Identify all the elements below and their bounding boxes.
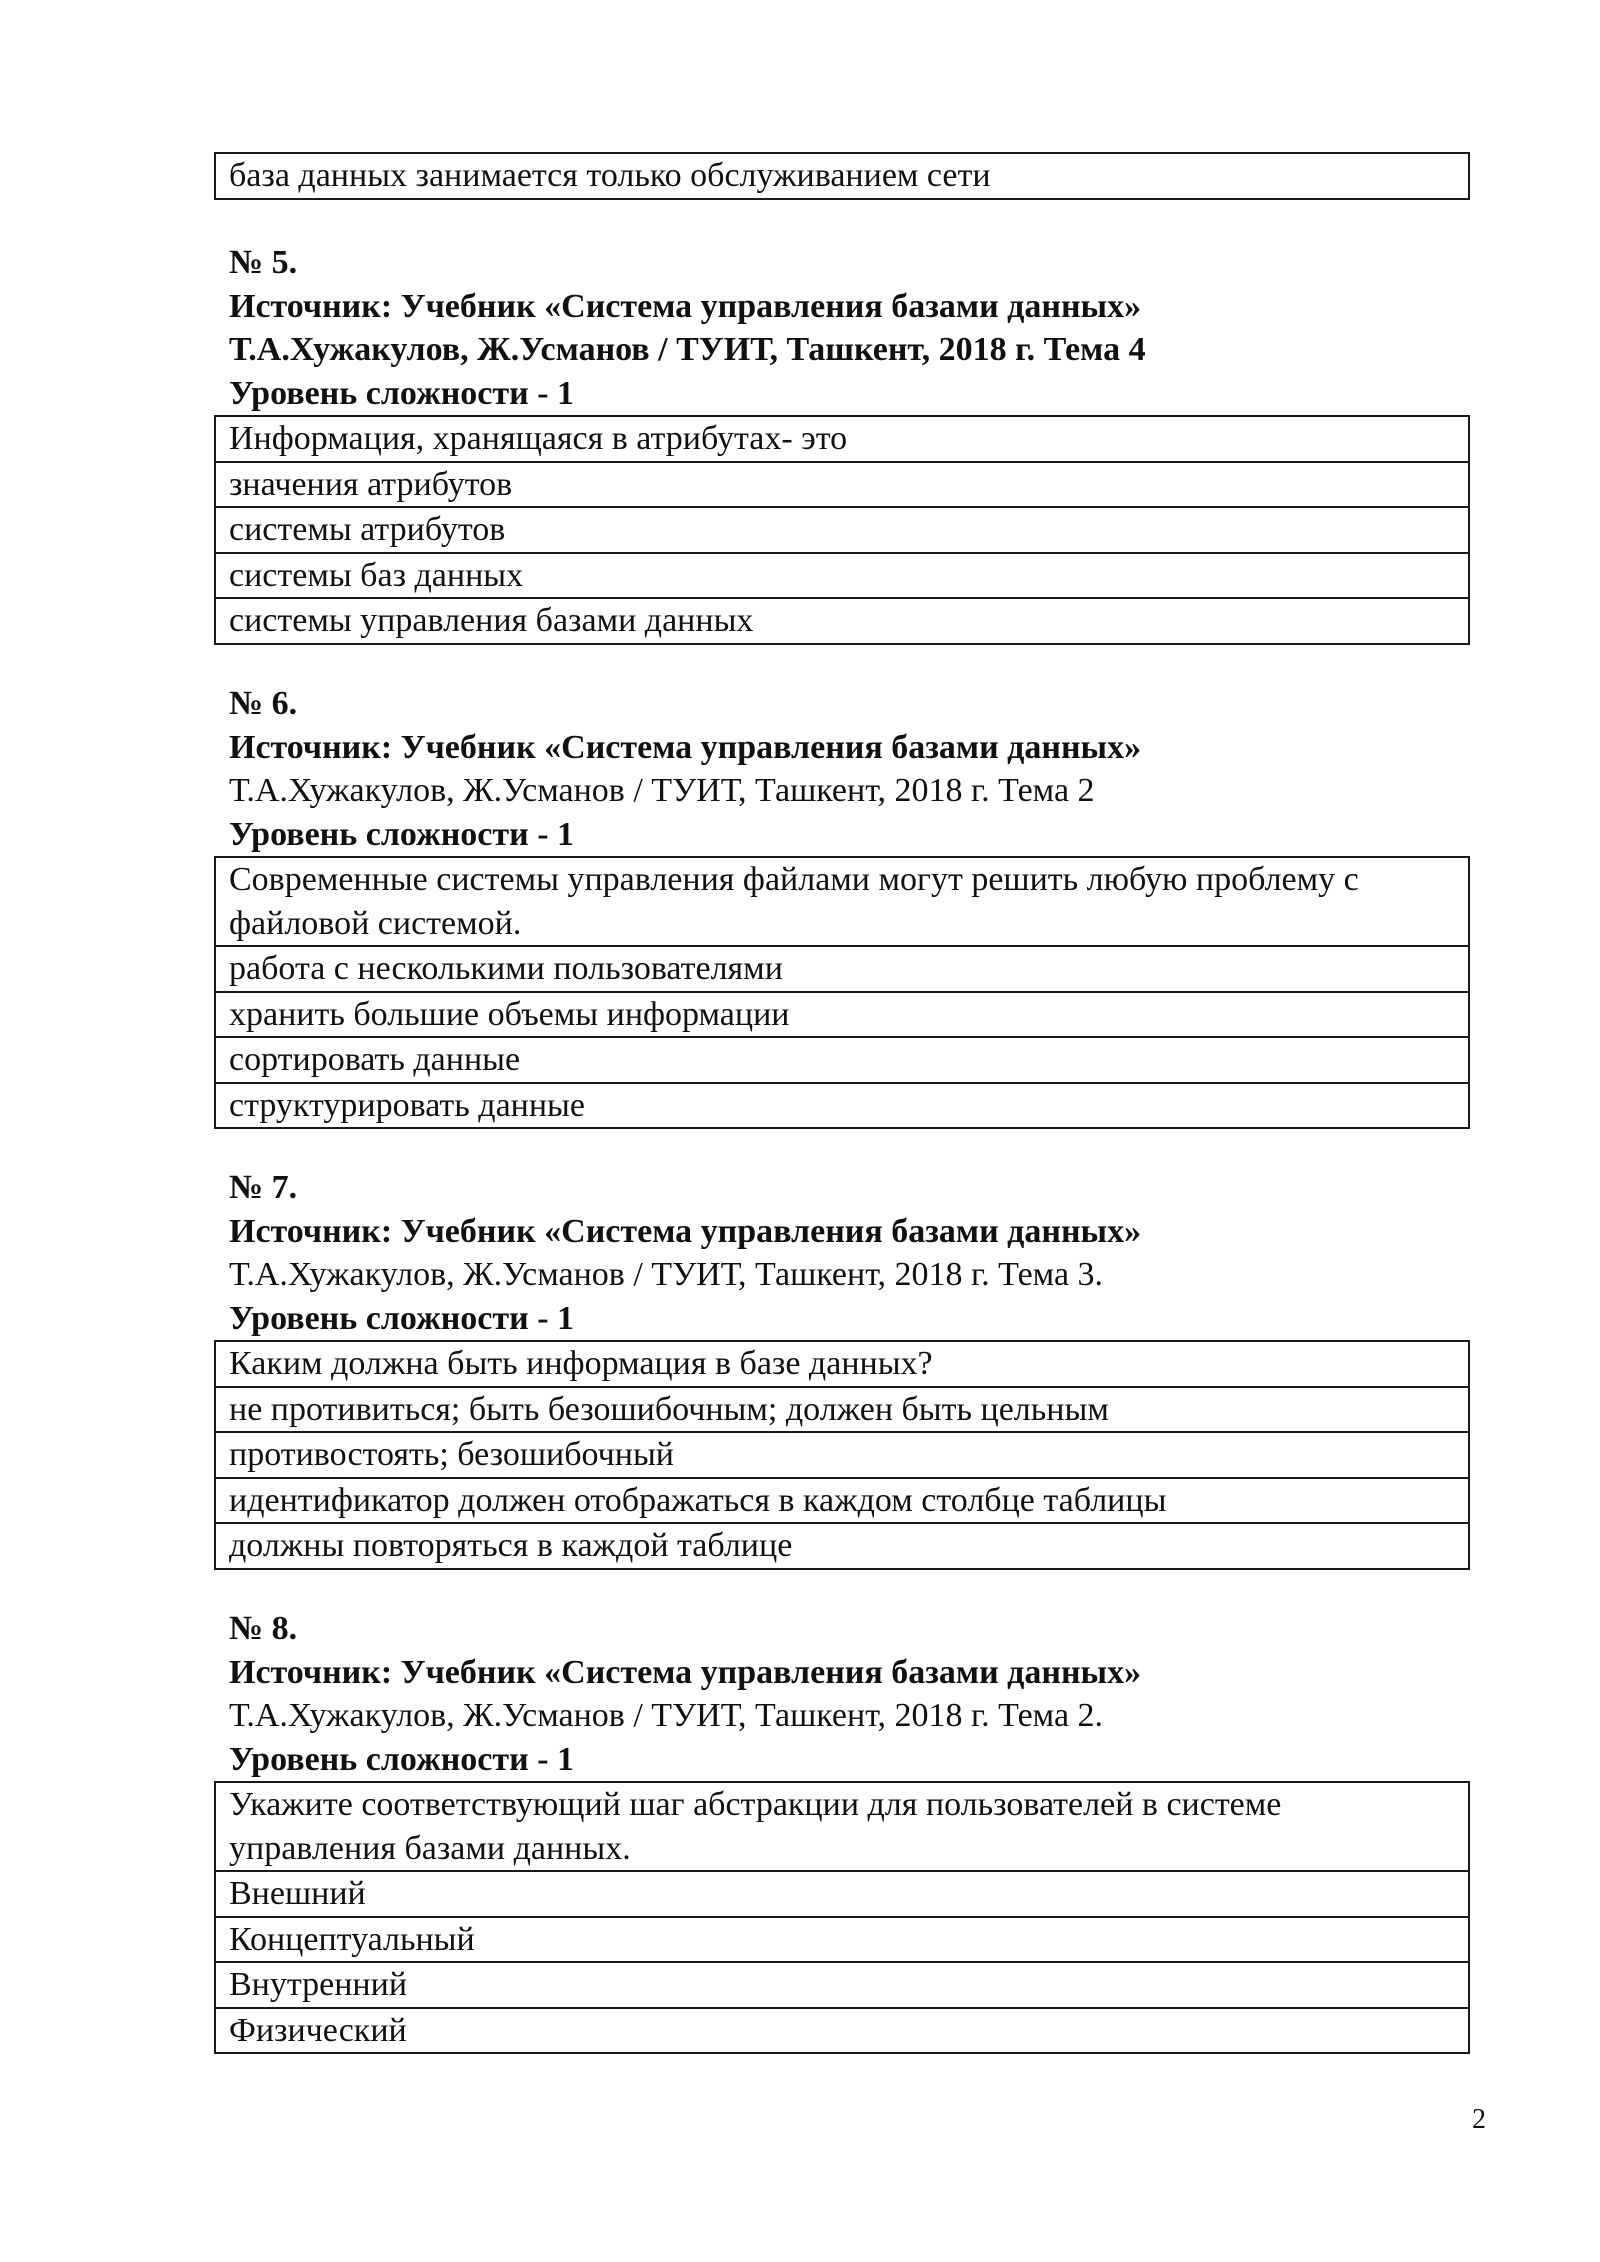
answer-row — [215, 1037, 1469, 1083]
answer-option: Внешний — [215, 1871, 1469, 1917]
question-block-8 — [214, 1607, 1470, 2054]
answer-row — [215, 2008, 1469, 2054]
answer-table — [214, 856, 1470, 1129]
answer-row — [215, 1387, 1469, 1433]
answer-row — [215, 1478, 1469, 1524]
question-row — [215, 1782, 1469, 1871]
answer-row — [215, 1962, 1469, 2008]
answer-option: работа с несколькими пользователями — [215, 946, 1469, 992]
question-number: № 7. — [229, 1169, 298, 1206]
answer-row — [215, 153, 1469, 199]
question-source: Источник: Учебник «Система управления базами данных» — [229, 1653, 1142, 1691]
question-row — [215, 416, 1469, 462]
question-difficulty: Уровень сложности - 1 — [229, 1299, 575, 1337]
answer-row — [215, 507, 1469, 553]
question-authors: Т.А.Хужакулов, Ж.Усманов / ТУИТ, Ташкент, 2018 г. Тема 2 — [229, 772, 1095, 809]
question-number: № 8. — [229, 1610, 298, 1647]
answer-table — [214, 1781, 1470, 2054]
question-source: Источник: Учебник «Система управления базами данных» — [229, 1212, 1142, 1250]
answer-option: Физический — [215, 2008, 1469, 2054]
question-block-5 — [214, 241, 1470, 645]
answer-option: системы атрибутов — [215, 507, 1469, 553]
answer-option: значения атрибутов — [215, 462, 1469, 508]
answer-option: Концептуальный — [215, 1917, 1469, 1963]
answer-option: Внутренний — [215, 1962, 1469, 2008]
answer-row — [215, 553, 1469, 599]
answer-row — [215, 1083, 1469, 1129]
answer-option: должны повторяться в каждой таблице — [215, 1523, 1469, 1569]
question-text: Укажите соответствующий шаг абстракции для пользователей в системе управления базами данных. — [215, 1782, 1469, 1871]
answer-option: не противиться; быть безошибочным; должен быть цельным — [215, 1387, 1469, 1433]
answer-option: хранить большие объемы информации — [215, 992, 1469, 1038]
question-block-7 — [214, 1166, 1470, 1570]
answer-option: идентификатор должен отображаться в каждом столбце таблицы — [215, 1478, 1469, 1524]
previous-question-fragment — [214, 152, 1470, 200]
answer-option: база данных занимается только обслуживанием сети — [215, 153, 1469, 199]
answer-row — [215, 1432, 1469, 1478]
answer-table — [214, 1340, 1470, 1570]
answer-option: сортировать данные — [215, 1037, 1469, 1083]
answer-row — [215, 1523, 1469, 1569]
question-source: Источник: Учебник «Система управления базами данных» — [229, 728, 1142, 766]
answer-row — [215, 598, 1469, 644]
question-number: № 5. — [229, 244, 298, 281]
answer-row — [215, 1917, 1469, 1963]
question-row — [215, 857, 1469, 946]
question-text: Каким должна быть информация в базе данных? — [215, 1341, 1469, 1387]
page-number: 2 — [1472, 2104, 1486, 2135]
answer-table — [214, 152, 1470, 200]
question-authors: Т.А.Хужакулов, Ж.Усманов / ТУИТ, Ташкент, 2018 г. Тема 3. — [229, 1256, 1104, 1293]
question-difficulty: Уровень сложности - 1 — [229, 374, 575, 412]
question-difficulty: Уровень сложности - 1 — [229, 815, 575, 853]
answer-table — [214, 415, 1470, 645]
answer-option: системы баз данных — [215, 553, 1469, 599]
answer-row — [215, 1871, 1469, 1917]
question-text: Информация, хранящаяся в атрибутах- это — [215, 416, 1469, 462]
question-block-6 — [214, 682, 1470, 1129]
question-source: Источник: Учебник «Система управления базами данных» — [229, 287, 1142, 325]
answer-row — [215, 462, 1469, 508]
question-authors: Т.А.Хужакулов, Ж.Усманов / ТУИТ, Ташкент, 2018 г. Тема 2. — [229, 1697, 1104, 1734]
answer-option: системы управления базами данных — [215, 598, 1469, 644]
answer-row — [215, 992, 1469, 1038]
answer-row — [215, 946, 1469, 992]
answer-option: противостоять; безошибочный — [215, 1432, 1469, 1478]
answer-option: структурировать данные — [215, 1083, 1469, 1129]
question-number: № 6. — [229, 685, 298, 722]
question-text: Современные системы управления файлами могут решить любую проблему с файловой системой. — [215, 857, 1469, 946]
question-difficulty: Уровень сложности - 1 — [229, 1740, 575, 1778]
question-authors: Т.А.Хужакулов, Ж.Усманов / ТУИТ, Ташкент, 2018 г. Тема 4 — [229, 331, 1146, 368]
question-row — [215, 1341, 1469, 1387]
